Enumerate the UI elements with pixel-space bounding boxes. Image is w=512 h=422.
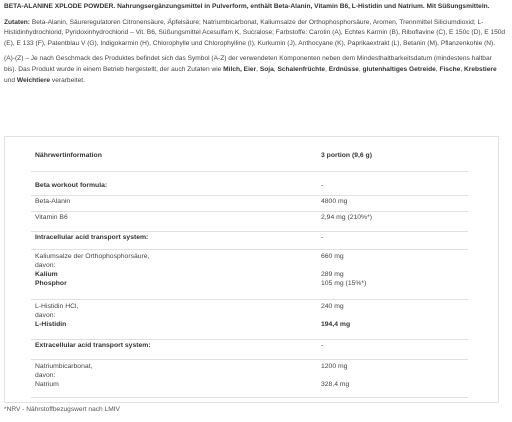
table-row: [31, 179, 468, 196]
nutrient-name-cell: [35, 362, 92, 389]
allergen-sep: ,: [256, 65, 260, 73]
nutrient-value: 194,4 mg: [321, 321, 351, 328]
nutrient-value: 289 mg: [321, 271, 344, 278]
product-description: [4, 2, 506, 91]
table-row: [31, 249, 468, 300]
table-row: [31, 299, 468, 340]
ingredients-label: Zutaten:: [4, 18, 31, 26]
nutrient-name: Natriumbicarbonat,: [35, 363, 93, 370]
allergen-paragraph: [4, 54, 506, 86]
nutrient-value: -: [321, 342, 324, 349]
nutrient-name-cell: [35, 233, 148, 242]
ingredients-text: Beta-Alanin, Säureregulatoren Citronensäure, Äpfelsäure; Natriumbicarbonat, Kaliumsalze der Orthophosphorsäure, Aromen, Trennmittel Siliciumdioxid; L-Histidinhydrochlorid, Pyridoxinhydrochlorid – Vit. B6, Süßungsmittel Acesulfam K, Sucralose; Farbstoffe: Carotin (A), Echtes Karmin (B), Riboflavine (C), E 150c (D), E 150d (E), E 133 (F), Patentblau V (G), Indigokarmin (H), Chlorophylle und Chlorophylline (I), Kurkumin (J), Anthocyane (K), Paprikaextrakt (L), Betanin (M), Pflanzenkohle (N).: [4, 18, 506, 47]
allergen-nuts: Schalenfrüchte: [277, 65, 326, 73]
nutrient-value: 4800 mg: [321, 198, 348, 205]
table-header-row: [31, 151, 468, 172]
nutrient-name: L-Histidin: [35, 321, 67, 328]
nutrient-value-cell: [321, 341, 323, 350]
nutrient-value: [321, 371, 349, 380]
allergen-milk-eggs: Milch, Eier: [223, 65, 257, 73]
allergen-end: verarbeitet.: [50, 76, 85, 84]
product-title-text: BETA-ALANINE XPLODE POWDER. Nahrungsergänzungsmittel in Pulverform, enthält Beta-Alanin, Vitamin B6, L-Histidin und Natrium. Mit Süßungsmitteln.: [4, 3, 490, 10]
nutrient-value-cell: [321, 233, 323, 242]
nutrient-value: 240 mg: [321, 303, 344, 310]
ingredients-paragraph: [4, 18, 506, 50]
nutrient-value: 2,94 mg (210%*): [321, 214, 373, 221]
table-row: [31, 339, 468, 360]
nutrient-name: Beta workout formula:: [35, 182, 108, 189]
nutrient-name: Kalium: [35, 271, 58, 278]
allergen-fish: Fische: [439, 65, 461, 73]
allergen-crustaceans: Krebstiere: [464, 65, 497, 73]
nutrient-value: 1200 mg: [321, 363, 348, 370]
nutrient-value-cell: [321, 181, 323, 190]
table-row: [31, 211, 468, 232]
allergen-text: (A)-(Z) – Je nach Geschmack des Produktes befindet sich das Symbol (A-Z) der verwendeten Komponenten neben dem Mindesthaltbarkeitsdatum (mindestens haltbar bis). Das Produkt wurde in einem Betrieb hergestellt, der auch Zutaten wie: [4, 55, 492, 73]
nutrient-value: [321, 261, 366, 270]
nutrient-value-cell: [321, 362, 349, 389]
nutrient-name-cell: [35, 197, 70, 206]
nutrient-value-cell: [321, 197, 347, 206]
nutrient-value-cell: [321, 213, 372, 222]
table-row: [31, 231, 468, 250]
nutrient-name: Beta-Alanin: [35, 198, 71, 205]
table-row: [31, 195, 468, 212]
nutrient-value: 660 mg: [321, 253, 344, 260]
nutrient-name: davon:: [35, 312, 56, 319]
allergen-soy: Soja: [259, 65, 274, 73]
allergen-sep: und: [4, 76, 17, 84]
header-value: 3 portion (9,6 g): [321, 152, 372, 159]
nutrient-value: -: [321, 182, 324, 189]
nutrient-value-cell: [321, 302, 350, 329]
footnote: *NRV - Nährstoffbezugswert nach LMIV: [4, 406, 120, 413]
nutrient-name-cell: [35, 302, 78, 329]
nutrient-name-cell: [35, 213, 68, 222]
nutrient-name: Phosphor: [35, 280, 67, 287]
nutrient-value: 328,4 mg: [321, 381, 350, 388]
nutrition-table: [4, 136, 499, 403]
nutrient-name: L-Histidin HCl,: [35, 303, 79, 310]
nutrient-name-cell: [35, 341, 151, 350]
nutrient-name: Natrium: [35, 381, 59, 388]
allergen-sep: ,: [273, 65, 278, 73]
nutrient-name: Intracellular acid transport system:: [35, 234, 149, 241]
product-title: [4, 2, 506, 13]
allergen-peanuts: Erdnüsse: [328, 65, 359, 73]
nutrient-name: Kaliumsalze der Orthophosphorsäure,: [35, 253, 150, 260]
allergen-sep: ,: [325, 65, 329, 73]
allergen-molluscs: Weichtiere: [16, 76, 51, 84]
allergen-sep: ,: [460, 65, 464, 73]
nutrient-name-cell: [35, 252, 149, 288]
table-row: [31, 359, 468, 398]
allergen-sep: ,: [435, 65, 440, 73]
nutrient-value: -: [321, 234, 324, 241]
nutrient-name: davon:: [35, 262, 56, 269]
nutrient-name: davon:: [35, 372, 56, 379]
allergen-gluten: glutenhaltiges Getreide: [362, 65, 436, 73]
allergen-sep: ,: [358, 65, 363, 73]
nutrient-name-cell: [35, 181, 107, 190]
nutrient-value-cell: [321, 252, 366, 288]
nutrient-value: [321, 311, 350, 320]
nutrient-value: 105 mg (15%*): [321, 280, 367, 287]
nutrient-name: Extracellular acid transport system:: [35, 342, 151, 349]
header-label: Nährwertinformation: [35, 152, 102, 159]
nutrient-name: Vitamin B6: [35, 214, 68, 221]
